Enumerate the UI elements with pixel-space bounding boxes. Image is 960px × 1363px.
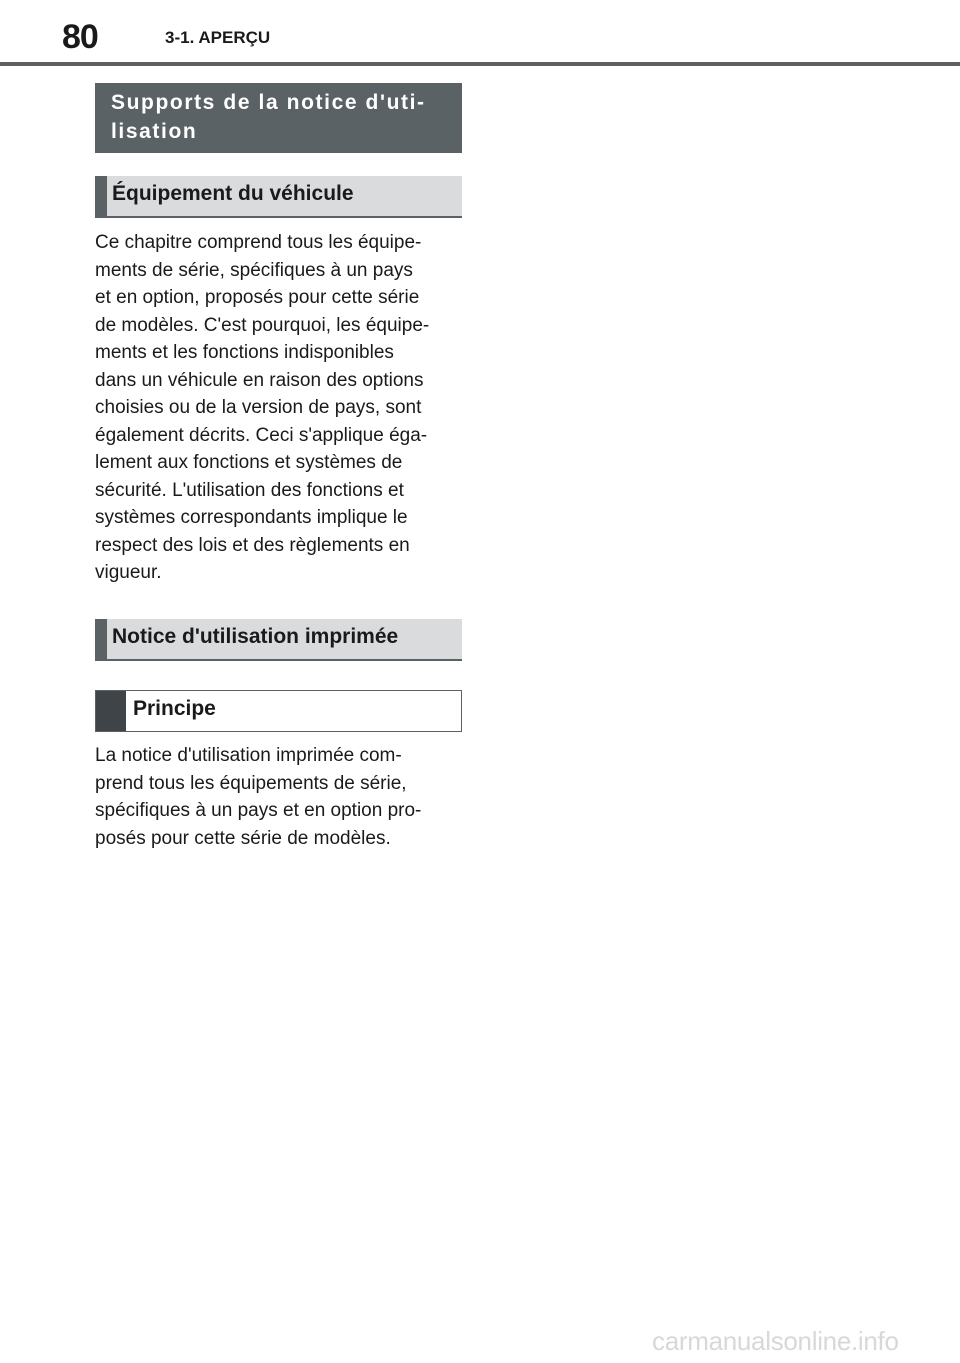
paragraph-line: sécurité. L'utilisation des fonctions et [95,479,404,501]
paragraph-line: de modèles. C'est pourquoi, les équipe- [95,314,430,336]
paragraph-line: également décrits. Ceci s'applique éga- [95,424,428,446]
paragraph-line: La notice d'utilisation imprimée com- [95,745,402,766]
paragraph-line: ments de série, spécifiques à un pays [95,259,413,281]
subheading-printed-manual: Notice d'utilisation imprimée [112,625,399,648]
paragraph-line: dans un véhicule en raison des options [95,369,424,391]
paragraph-line: lement aux fonctions et systèmes de [95,452,403,473]
paragraph-line: et en option, proposés pour cette série [95,287,420,308]
paragraph-principle [95,742,467,852]
paragraph-line: Ce chapitre comprend tous les équipe- [95,232,422,253]
principle-heading-box [95,690,462,732]
paragraph-line: prend tous les équipements de série, [95,772,407,794]
paragraph-equipment [95,229,467,587]
paragraph-line: vigueur. [95,562,162,583]
running-header: 3-1. APERÇU [165,28,271,47]
paragraph-line: systèmes correspondants implique le [95,507,408,528]
section-title-line-2: lisation [111,120,198,143]
principle-heading: Principe [133,697,216,720]
paragraph-line: ments et les fonctions indisponibles [95,342,394,363]
subheading-equipment: Équipement du véhicule [112,182,354,205]
paragraph-line: choisies ou de la version de pays, sont [95,397,422,418]
principle-marker [96,691,126,731]
section-title-box [95,83,462,153]
watermark: carmanualsonline.info [652,1326,899,1356]
paragraph-line: spécifiques à un pays et en option pro- [95,800,422,821]
subheading-printed-manual-box [95,619,462,661]
section-title-line-1: Supports de la notice d'uti- [111,91,426,114]
page-number: 80 [62,18,98,56]
paragraph-line: posés pour cette série de modèles. [95,827,391,849]
header-rule [0,62,960,66]
paragraph-line: respect des lois et des règlements en [95,534,410,556]
subheading-equipment-box [95,176,462,218]
